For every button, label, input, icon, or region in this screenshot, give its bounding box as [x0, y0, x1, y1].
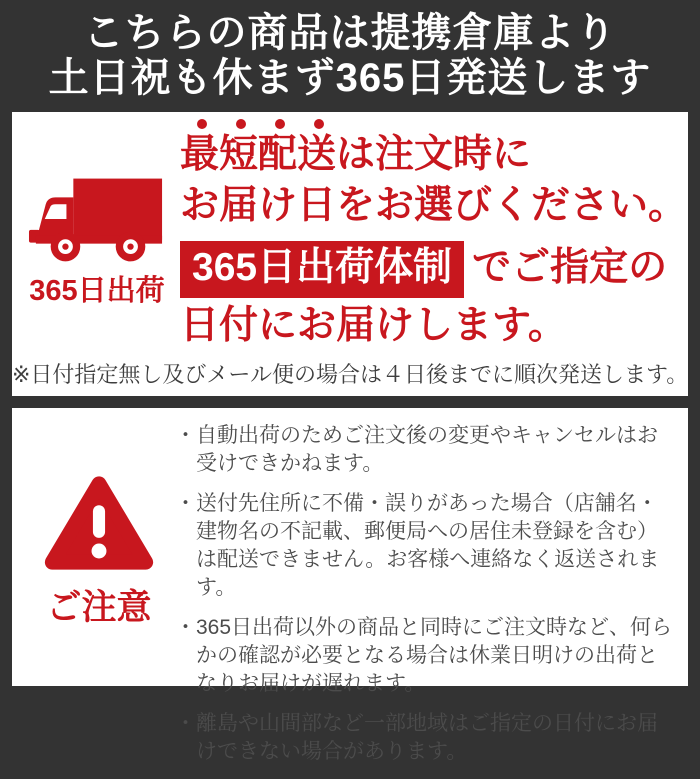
truck-badge	[18, 174, 176, 309]
shipping-headline-line3	[180, 241, 680, 298]
warning-triangle-icon	[26, 474, 172, 572]
shipping-note: ※日付指定無し及びメール便の場合は４日後までに順次発送します。	[12, 362, 689, 387]
top-banner	[0, 0, 700, 112]
delivery-truck-icon	[18, 174, 176, 264]
truck-badge-label: 365日出荷	[29, 275, 165, 307]
top-banner-line1: こちらの商品は提携倉庫より	[83, 11, 617, 56]
shipping-headline-line2: お届け日をお選びください。	[180, 183, 688, 227]
caution-bullet	[175, 614, 678, 697]
top-banner-line2: 土日祝も休まず365日発送します	[48, 56, 652, 100]
caution-bullet	[175, 422, 678, 477]
shipping-headline-line1: 最短配送は注文時に	[180, 133, 532, 176]
bullet-text: 365日出荷以外の商品と同時にご注文時など、何らかの確認が必要となる場合は休業日明けの出荷となりお届けが遅れます。	[196, 616, 673, 695]
shipping-message	[180, 118, 688, 351]
bullet-text: 離島や山間部など一部地域はご指定の日付にお届けできない場合があります。	[196, 712, 658, 764]
shipping-headline-line4: 日付にお届けします。	[180, 304, 567, 348]
highlight-badge: 365日出荷体制	[180, 241, 464, 298]
caution-badge	[26, 474, 172, 630]
emphasis-dots	[182, 118, 338, 130]
caution-bullet	[175, 490, 678, 601]
emphasis-dot	[182, 118, 221, 130]
caution-bullet-list	[175, 422, 678, 779]
caution-bullet	[175, 710, 678, 765]
emphasis-dot	[260, 118, 299, 130]
caution-label: ご注意	[46, 588, 152, 627]
caution-panel	[12, 408, 688, 764]
bullet-marker: ・	[175, 492, 196, 516]
bullet-marker: ・	[175, 712, 196, 736]
shipping-panel	[12, 112, 688, 396]
highlight-suffix: でご指定の	[472, 246, 668, 290]
emphasis-dot	[221, 118, 260, 130]
bullet-marker: ・	[175, 616, 196, 640]
bullet-text: 送付先住所に不備・誤りがあった場合（店舗名・建物名の不記載、郵便局への居住未登録を含む）は配送できません。お客様へ連絡なく返送されます。	[196, 492, 660, 599]
bullet-text: 自動出荷のためご注文後の変更やキャンセルはお受けできかねます。	[196, 424, 658, 475]
emphasis-dot	[299, 118, 338, 130]
bullet-marker: ・	[175, 424, 196, 447]
